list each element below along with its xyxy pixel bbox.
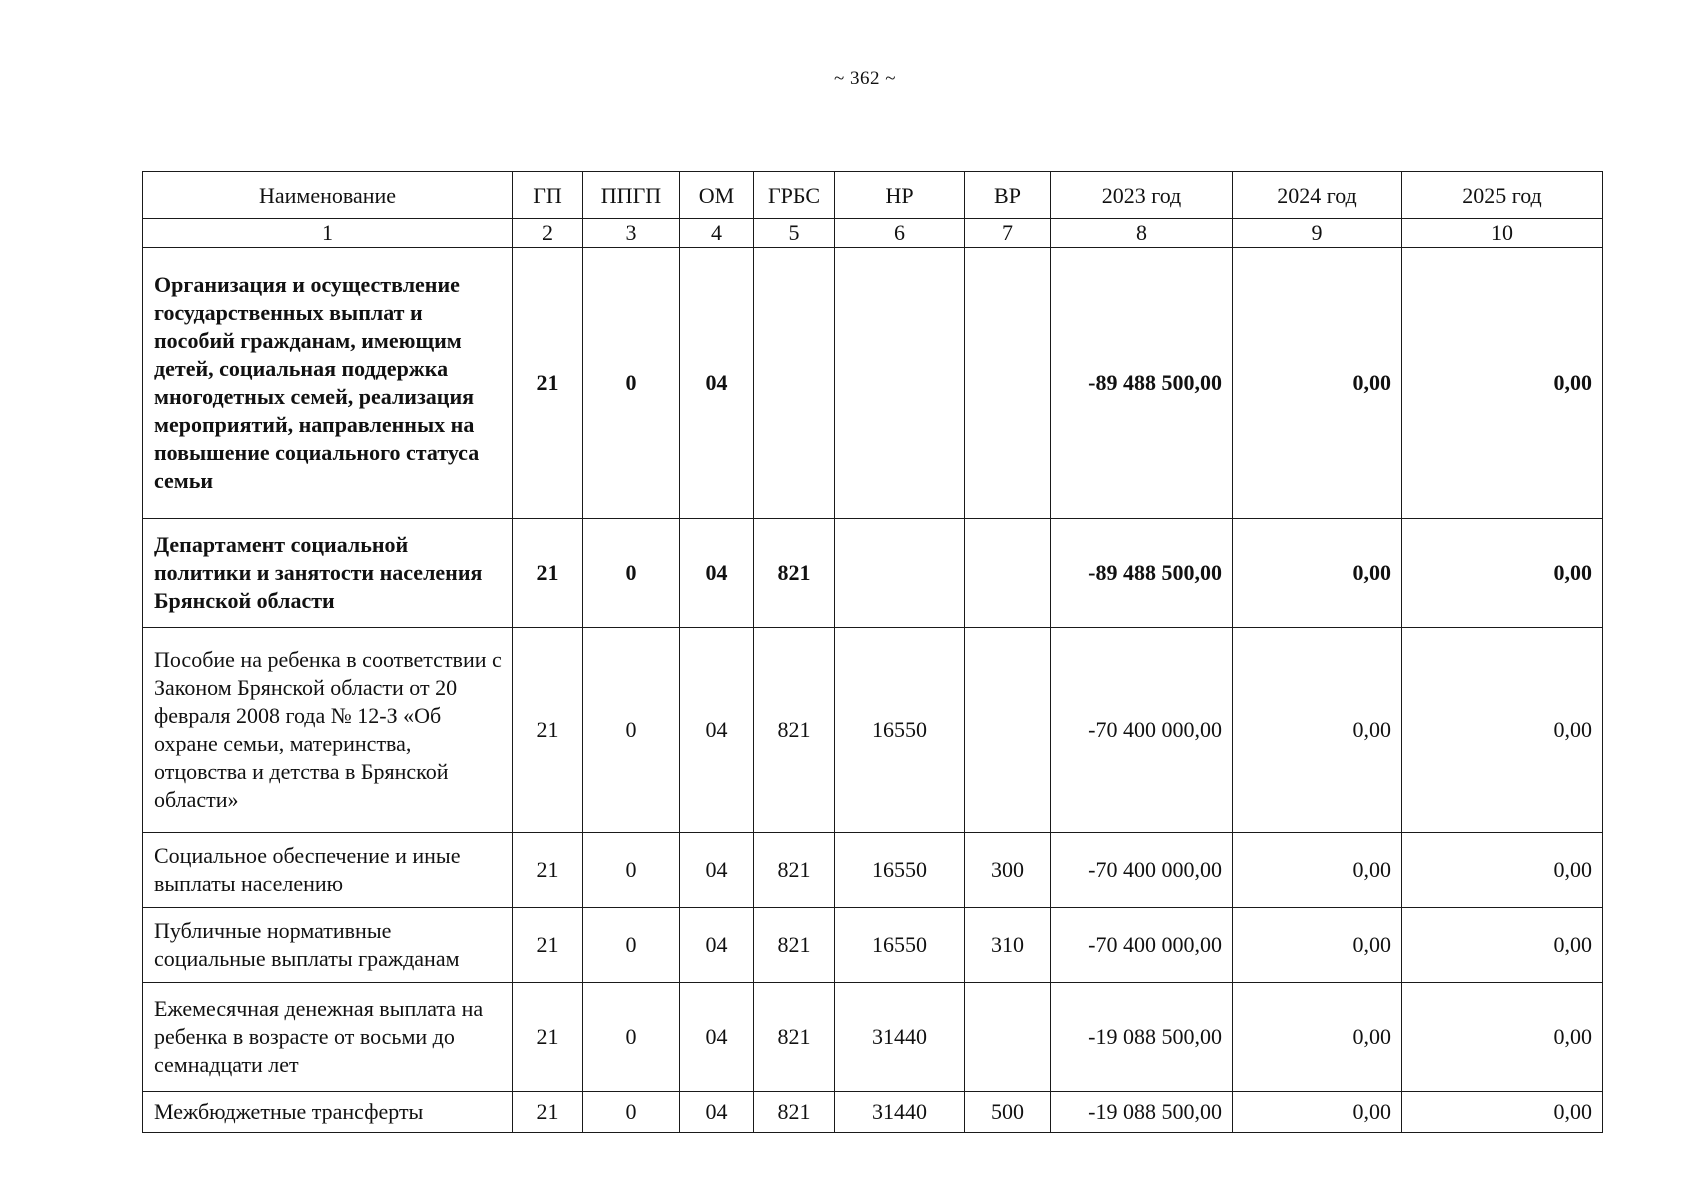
row-amount-2025: 0,00 — [1402, 983, 1603, 1092]
row-nr: 31440 — [835, 1092, 965, 1133]
row-amount-2024: 0,00 — [1233, 1092, 1402, 1133]
row-grbs: 821 — [754, 1092, 835, 1133]
row-amount-2024: 0,00 — [1233, 983, 1402, 1092]
row-amount-2023: -89 488 500,00 — [1051, 248, 1233, 519]
row-om: 04 — [680, 248, 754, 519]
column-number: 8 — [1051, 219, 1233, 248]
column-number: 5 — [754, 219, 835, 248]
header-cell-gp: ГП — [513, 172, 583, 219]
header-cell-name: Наименование — [143, 172, 513, 219]
row-name: Организация и осуществление государственных выплат и пособий гражданам, имеющим детей, социальная поддержка многодетных семей, реализация мероприятий, направленных на повышение социального статуса семьи — [143, 248, 513, 519]
row-vr — [965, 628, 1051, 833]
row-amount-2024: 0,00 — [1233, 628, 1402, 833]
header-cell-2023: 2023 год — [1051, 172, 1233, 219]
row-grbs: 821 — [754, 519, 835, 628]
row-nr: 16550 — [835, 833, 965, 908]
row-amount-2023: -19 088 500,00 — [1051, 1092, 1233, 1133]
column-number: 10 — [1402, 219, 1603, 248]
row-grbs — [754, 248, 835, 519]
row-amount-2025: 0,00 — [1402, 833, 1603, 908]
row-vr: 300 — [965, 833, 1051, 908]
row-ppgp: 0 — [583, 248, 680, 519]
row-ppgp: 0 — [583, 1092, 680, 1133]
row-amount-2024: 0,00 — [1233, 519, 1402, 628]
row-gp: 21 — [513, 519, 583, 628]
row-gp: 21 — [513, 248, 583, 519]
header-cell-grbs: ГРБС — [754, 172, 835, 219]
row-om: 04 — [680, 983, 754, 1092]
header-cell-2025: 2025 год — [1402, 172, 1603, 219]
header-cell-2024: 2024 год — [1233, 172, 1402, 219]
row-name: Социальное обеспечение и иные выплаты населению — [143, 833, 513, 908]
row-amount-2024: 0,00 — [1233, 248, 1402, 519]
row-nr: 31440 — [835, 983, 965, 1092]
row-name: Департамент социальной политики и занятости населения Брянской области — [143, 519, 513, 628]
row-amount-2023: -89 488 500,00 — [1051, 519, 1233, 628]
header-cell-vr: ВР — [965, 172, 1051, 219]
row-gp: 21 — [513, 628, 583, 833]
row-amount-2023: -70 400 000,00 — [1051, 628, 1233, 833]
column-number: 2 — [513, 219, 583, 248]
header-cell-ppgp: ППГП — [583, 172, 680, 219]
table-row — [143, 1092, 1603, 1133]
row-gp: 21 — [513, 833, 583, 908]
header-cell-nr: НР — [835, 172, 965, 219]
header-cell-om: ОМ — [680, 172, 754, 219]
table-row — [143, 833, 1603, 908]
table-row — [143, 908, 1603, 983]
column-number: 7 — [965, 219, 1051, 248]
row-vr: 310 — [965, 908, 1051, 983]
row-ppgp: 0 — [583, 983, 680, 1092]
row-amount-2023: -70 400 000,00 — [1051, 908, 1233, 983]
row-nr: 16550 — [835, 908, 965, 983]
row-amount-2024: 0,00 — [1233, 908, 1402, 983]
column-number: 1 — [143, 219, 513, 248]
row-om: 04 — [680, 833, 754, 908]
row-amount-2023: -70 400 000,00 — [1051, 833, 1233, 908]
table-row — [143, 519, 1603, 628]
row-name: Публичные нормативные социальные выплаты гражданам — [143, 908, 513, 983]
row-vr — [965, 248, 1051, 519]
row-amount-2025: 0,00 — [1402, 908, 1603, 983]
column-number: 3 — [583, 219, 680, 248]
row-ppgp: 0 — [583, 519, 680, 628]
table-row — [143, 628, 1603, 833]
row-amount-2025: 0,00 — [1402, 519, 1603, 628]
row-om: 04 — [680, 628, 754, 833]
column-number: 6 — [835, 219, 965, 248]
budget-table — [142, 171, 1603, 1133]
row-grbs: 821 — [754, 983, 835, 1092]
table-row — [143, 983, 1603, 1092]
row-om: 04 — [680, 908, 754, 983]
row-amount-2025: 0,00 — [1402, 628, 1603, 833]
row-gp: 21 — [513, 908, 583, 983]
column-number: 9 — [1233, 219, 1402, 248]
row-grbs: 821 — [754, 833, 835, 908]
row-ppgp: 0 — [583, 908, 680, 983]
row-amount-2025: 0,00 — [1402, 248, 1603, 519]
row-grbs: 821 — [754, 628, 835, 833]
column-number: 4 — [680, 219, 754, 248]
row-amount-2023: -19 088 500,00 — [1051, 983, 1233, 1092]
row-gp: 21 — [513, 983, 583, 1092]
row-nr: 16550 — [835, 628, 965, 833]
page-number: ~ 362 ~ — [833, 68, 897, 89]
row-ppgp: 0 — [583, 628, 680, 833]
header-row — [143, 172, 1603, 219]
row-name: Межбюджетные трансферты — [143, 1092, 513, 1133]
row-om: 04 — [680, 1092, 754, 1133]
row-vr — [965, 983, 1051, 1092]
row-amount-2024: 0,00 — [1233, 833, 1402, 908]
row-name: Пособие на ребенка в соответствии с Законом Брянской области от 20 февраля 2008 года № 12-З «Об охране семьи, материнства, отцовства и детства в Брянской области» — [143, 628, 513, 833]
row-grbs: 821 — [754, 908, 835, 983]
row-name: Ежемесячная денежная выплата на ребенка в возрасте от восьми до семнадцати лет — [143, 983, 513, 1092]
row-gp: 21 — [513, 1092, 583, 1133]
row-vr: 500 — [965, 1092, 1051, 1133]
table-row — [143, 248, 1603, 519]
row-amount-2025: 0,00 — [1402, 1092, 1603, 1133]
row-nr — [835, 248, 965, 519]
row-ppgp: 0 — [583, 833, 680, 908]
row-nr — [835, 519, 965, 628]
column-number-row — [143, 219, 1603, 248]
row-om: 04 — [680, 519, 754, 628]
row-vr — [965, 519, 1051, 628]
